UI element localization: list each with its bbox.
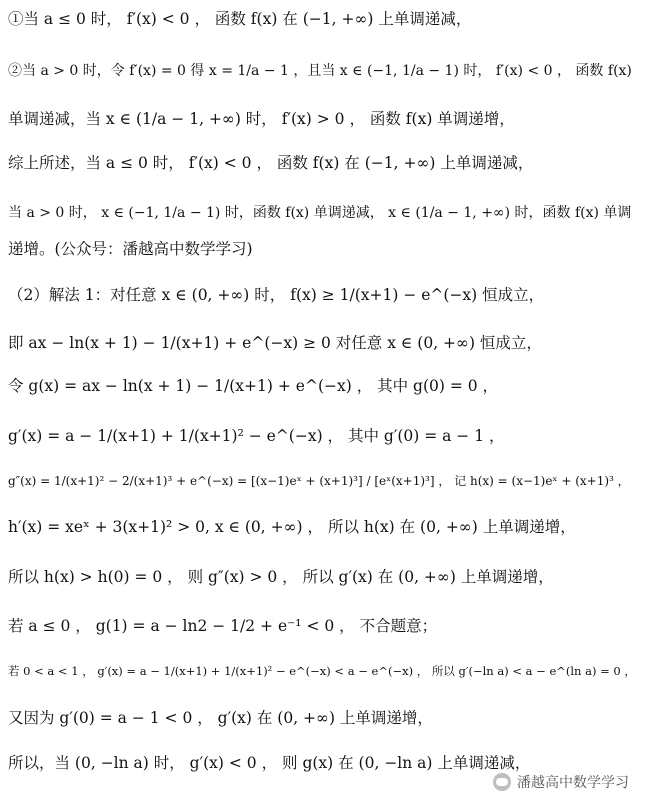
text-line-8: 即 ax − ln(x + 1) − 1/(x+1) + e^(−x) ≥ 0 对任意 x ∈ (0, +∞) 恒成立， — [8, 334, 542, 352]
text-line-12: h′(x) = xeˣ + 3(x+1)² > 0, x ∈ (0, +∞) ， 所以 h(x) 在 (0, +∞) 上单调递增， — [8, 518, 576, 536]
text-line-15: 若 0 < a < 1 ， g′(x) = a − 1/(x+1) + 1/(x+1)² − e^(−x) < a − e^(−x) ， 所以 g′(−ln a) < a − e^(ln a) = 0 ， — [8, 664, 636, 678]
text-line-4: 综上所述，当 a ≤ 0 时， f′(x) < 0 ， 函数 f(x) 在 (−1, +∞) 上单调递减， — [8, 154, 534, 172]
text-line-16: 又因为 g′(0) = a − 1 < 0 ， g′(x) 在 (0, +∞) 上单调递增， — [8, 709, 433, 727]
watermark — [493, 772, 629, 792]
wechat-icon — [493, 773, 511, 791]
text-line-13: 所以 h(x) > h(0) = 0 ， 则 g″(x) > 0 ， 所以 g′(x) 在 (0, +∞) 上单调递增， — [8, 568, 554, 586]
text-line-7: （2）解法 1：对任意 x ∈ (0, +∞) 时， f(x) ≥ 1/(x+1) − e^(−x) 恒成立， — [8, 286, 545, 304]
text-line-14: 若 a ≤ 0 ， g(1) = a − ln2 − 1/2 + e⁻¹ < 0 ， 不合题意； — [8, 617, 438, 635]
text-line-6: 递增。(公众号：潘越高中数学学习) — [8, 240, 253, 258]
text-line-11: g″(x) = 1/(x+1)² − 2/(x+1)³ + e^(−x) = [(x−1)eˣ + (x+1)³] / [eˣ(x+1)³] ， 记 h(x) = (x−1)eˣ + (x+1)³ ， — [8, 474, 630, 488]
text-line-9: 令 g(x) = ax − ln(x + 1) − 1/(x+1) + e^(−x) ， 其中 g(0) = 0 ， — [8, 377, 499, 395]
text-line-17: 所以，当 (0, −ln a) 时， g′(x) < 0 ， 则 g(x) 在 (0, −ln a) 上单调递减， — [8, 754, 531, 772]
text-line-5: 当 a > 0 时， x ∈ (−1, 1/a − 1) 时，函数 f(x) 单调递减， x ∈ (1/a − 1, +∞) 时，函数 f(x) 单调 — [8, 205, 632, 221]
text-line-2: ②当 a > 0 时，令 f′(x) = 0 得 x = 1/a − 1 ，且当 x ∈ (−1, 1/a − 1) 时， f′(x) < 0 ， 函数 f(x) — [8, 63, 632, 79]
watermark-text: 潘越高中数学学习 — [517, 775, 629, 791]
text-line-3: 单调递减，当 x ∈ (1/a − 1, +∞) 时， f′(x) > 0 ， 函数 f(x) 单调递增， — [8, 110, 515, 128]
text-line-10: g′(x) = a − 1/(x+1) + 1/(x+1)² − e^(−x) ， 其中 g′(0) = a − 1 ， — [8, 427, 505, 445]
text-line-1: ①当 a ≤ 0 时， f′(x) < 0 ， 函数 f(x) 在 (−1, +∞) 上单调递减， — [8, 10, 472, 28]
